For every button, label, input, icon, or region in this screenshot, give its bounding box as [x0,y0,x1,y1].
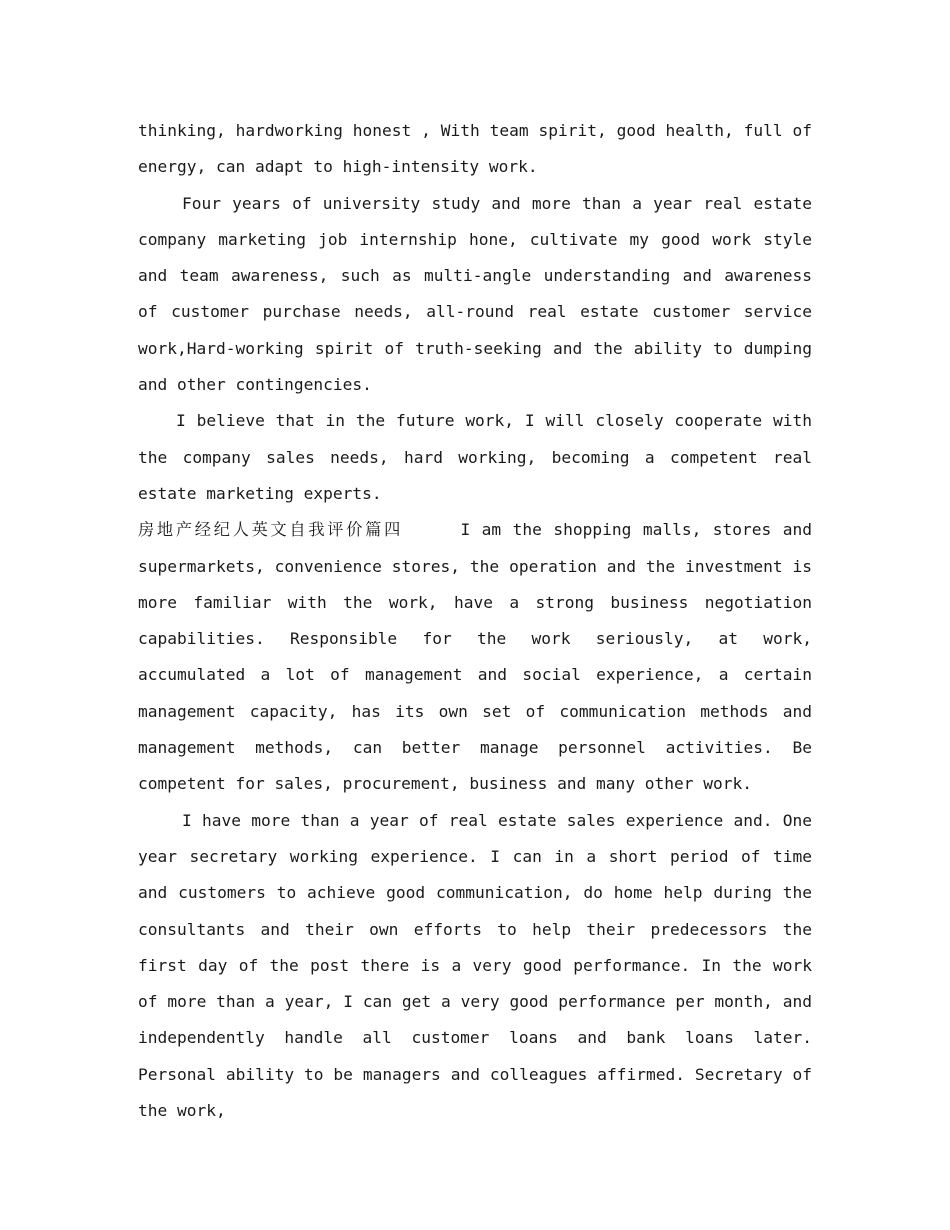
paragraph-5: I have more than a year of real estate sales experience and. One year secretary working experience. I can in a short period of time and customers to achieve good communication, do home help during the consultants and their own efforts to help their predecessors the first day of the post there is a very good performance. In the work of more than a year, I can get a very good performance per month, and independently handle all customer loans and bank loans later. Personal ability to be managers and colleagues affirmed. Secretary of the work, [138,810,812,1121]
paragraph-4 [138,512,812,802]
document-body [138,113,812,1129]
paragraph-2: Four years of university study and more than a year real estate company marketing job internship hone, cultivate my good work style and team awareness, such as multi-angle understanding and awareness of customer purchase needs, all-round real estate customer service work,Hard-working spirit of truth-seeking and the ability to dumping and other contingencies. [138,193,812,395]
paragraph-4-text: I am the shopping malls, stores and supermarkets, convenience stores, the operation and the investment is more familiar with the work, have a strong business negotiation capabilities. Responsible for the work seriously, at work, accumulated a lot of management and social experience, a certain management capacity, has its own set of communication methods and management methods, can better manage personnel activities. Be competent for sales, procurement, business and many other work. [138,520,813,794]
paragraph-3: I believe that in the future work, I will closely cooperate with the company sales needs, hard working, becoming a competent real estate marketing experts. [138,411,812,503]
paragraph-1: thinking, hardworking honest , With team spirit, good health, full of energy, can adapt to high-intensity work. [138,121,812,177]
section-heading: 房地产经纪人英文自我评价篇四 [138,520,404,540]
